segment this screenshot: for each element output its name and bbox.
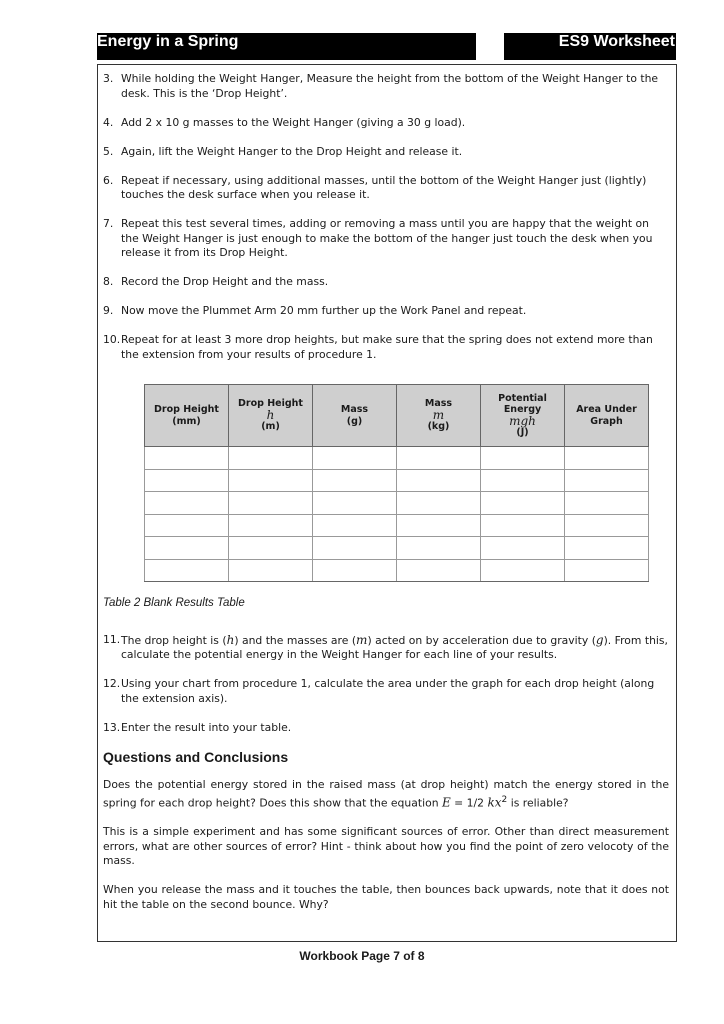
column-header: Potential Energy mgh (J) — [481, 385, 565, 447]
table-cell — [313, 492, 397, 515]
table-cell — [397, 537, 481, 560]
column-header: Mass m (kg) — [397, 385, 481, 447]
table-cell — [397, 469, 481, 492]
worksheet-code: ES9 Worksheet — [558, 33, 675, 50]
worksheet-content — [103, 72, 669, 927]
procedure-step — [103, 72, 669, 101]
table-row — [145, 447, 649, 470]
table-row — [145, 537, 649, 560]
step-number: 12. — [103, 677, 121, 690]
table-cell — [145, 559, 229, 582]
table-cell — [481, 447, 565, 470]
step-text: Enter the result into your table. — [121, 720, 292, 734]
step-text: Again, lift the Weight Hanger to the Drop Height and release it. — [121, 144, 463, 158]
step-text: Repeat this test several times, adding or removing a mass until you are happy that the weight on the Weight Hanger is just enough to make the bottom of the hanger just touch the desk when you release it from its Drop Height. — [121, 217, 653, 259]
procedure-step — [103, 721, 669, 736]
table-caption: Table 2 Blank Results Table — [103, 597, 245, 609]
procedure-step — [103, 116, 669, 131]
table-cell — [565, 469, 649, 492]
question-1: Does the potential energy stored in the raised mass (at drop height) match the energy stored in the spring for each drop height? Does this show that the equation E = 1/2 $kx^2$ is reliable? — [103, 778, 669, 810]
step-number: 10. — [103, 333, 121, 346]
step-number: 9. — [103, 304, 114, 317]
table-row — [145, 492, 649, 515]
table-cell — [397, 447, 481, 470]
column-header: Mass (g) — [313, 385, 397, 447]
table-cell — [313, 469, 397, 492]
page-footer: Workbook Page 7 of 8 — [299, 949, 425, 963]
table-cell — [565, 514, 649, 537]
procedure-step — [103, 275, 669, 290]
table-cell — [145, 447, 229, 470]
step-number: 7. — [103, 217, 114, 230]
step-text: Repeat if necessary, using additional masses, until the bottom of the Weight Hanger just (lightly) touches the desk surface when you release it. — [121, 173, 647, 201]
table-cell — [229, 447, 313, 470]
column-header: Drop Height (mm) — [145, 385, 229, 447]
results-table-body — [145, 447, 649, 582]
worksheet-title: Energy in a Spring — [97, 33, 239, 50]
table-cell — [229, 469, 313, 492]
table-cell — [145, 537, 229, 560]
table-cell — [481, 469, 565, 492]
table-cell — [565, 537, 649, 560]
procedure-step — [103, 174, 669, 203]
procedure-step — [103, 217, 669, 261]
header-title-bar — [97, 33, 476, 60]
table-cell — [481, 514, 565, 537]
question-2: This is a simple experiment and has some significant sources of error. Other than direct measurement errors, what are other sources of error? Hint - think about how you find the point of zero velocoty of the mass. — [103, 825, 669, 868]
step-text: While holding the Weight Hanger, Measure the height from the bottom of the Weight Hanger to the desk. This is the ‘Drop Height’. — [121, 72, 659, 100]
step-number: 6. — [103, 173, 114, 187]
table-cell — [145, 514, 229, 537]
step-text: Using your chart from procedure 1, calculate the area under the graph for each drop height (along the extension axis). — [121, 677, 655, 705]
procedure-steps-top — [103, 72, 669, 362]
questions-heading: Questions and Conclusions — [103, 748, 289, 765]
table-cell — [229, 492, 313, 515]
table-cell — [229, 559, 313, 582]
step-number: 8. — [103, 275, 114, 288]
table-cell — [397, 514, 481, 537]
table-cell — [313, 447, 397, 470]
step-number: 13. — [103, 720, 121, 734]
procedure-step — [103, 677, 669, 706]
table-cell — [145, 492, 229, 515]
step-text: Record the Drop Height and the mass. — [121, 275, 329, 288]
table-cell — [145, 469, 229, 492]
table-cell — [565, 492, 649, 515]
table-cell — [565, 447, 649, 470]
procedure-step — [103, 304, 669, 319]
procedure-step: 11. The drop height is (h) and the masses are (m) acted on by acceleration due to gravity (g). From this, calculate the potential energy in the Weight Hanger for each line of your results. — [103, 632, 668, 661]
table-row — [145, 559, 649, 582]
table-cell — [313, 514, 397, 537]
procedure-step — [103, 145, 669, 160]
procedure-step — [103, 333, 669, 362]
table-cell — [565, 559, 649, 582]
table-row — [145, 514, 649, 537]
step-number: 11. — [103, 632, 121, 646]
table-cell — [313, 537, 397, 560]
step-number: 5. — [103, 144, 114, 158]
table-row — [145, 469, 649, 492]
table-cell — [481, 492, 565, 515]
step-number: 3. — [103, 72, 114, 85]
results-table — [144, 384, 649, 582]
question-3: When you release the mass and it touches the table, then bounces back upwards, note that it does not hit the table on the second bounce. Why? — [103, 883, 669, 911]
column-header: Drop Height h (m) — [229, 385, 313, 447]
table-cell — [481, 559, 565, 582]
step-text: Add 2 x 10 g masses to the Weight Hanger (giving a 30 g load). — [121, 115, 466, 129]
step-text: Repeat for at least 3 more drop heights, but make sure that the spring does not extend more than the extension from your results of procedure 1. — [121, 333, 653, 361]
step-text: Now move the Plummet Arm 20 mm further up the Work Panel and repeat. — [121, 304, 527, 317]
table-cell — [481, 537, 565, 560]
table-cell — [397, 559, 481, 582]
column-header: Area Under Graph — [565, 385, 649, 447]
procedure-steps-bottom — [103, 633, 669, 736]
step-number: 4. — [103, 115, 114, 129]
results-table-header — [145, 385, 649, 447]
table-cell — [229, 537, 313, 560]
table-cell — [313, 559, 397, 582]
table-cell — [397, 492, 481, 515]
table-cell — [229, 514, 313, 537]
header-code-bar — [504, 33, 676, 60]
